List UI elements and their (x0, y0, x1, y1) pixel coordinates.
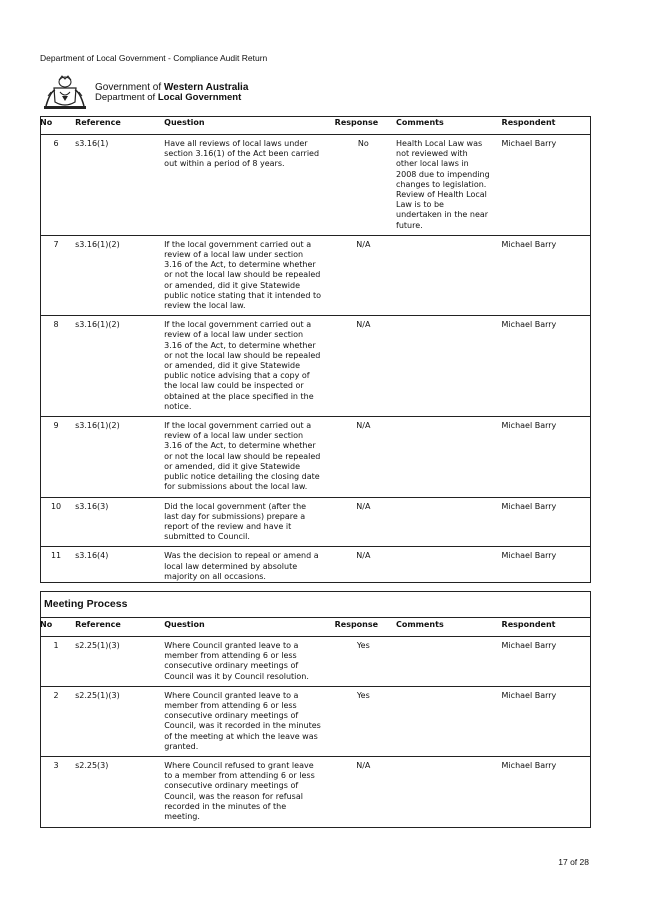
row-reference: s3.16(3) (72, 497, 161, 547)
col-reference-header: Reference (72, 618, 161, 637)
row-no: 1 (40, 637, 72, 687)
row-no: 2 (40, 686, 72, 756)
row-no: 11 (40, 547, 72, 586)
table-row (40, 637, 590, 687)
row-reference: s3.16(1)(2) (72, 316, 161, 417)
row-response: Yes (335, 686, 392, 756)
row-respondent: Michael Barry (497, 497, 590, 547)
row-response: N/A (335, 316, 392, 417)
row-question: Was the decision to repeal or amend a local law determined by absolute majority on all occasions. (161, 547, 335, 586)
row-respondent: Michael Barry (497, 757, 590, 827)
col-response-header: Response (335, 618, 392, 637)
table-row (40, 686, 590, 756)
col-comments-header: Comments (392, 116, 497, 135)
row-comments (392, 497, 497, 547)
table-row (40, 417, 590, 497)
row-no: 9 (40, 417, 72, 497)
row-respondent: Michael Barry (497, 686, 590, 756)
row-response: N/A (335, 417, 392, 497)
row-question: Where Council refused to grant leave to a member from attending 6 or less consecutive ordinary meetings of Council, was the reason for refusal recorded in the minutes of the meeting. (161, 757, 334, 827)
row-no: 6 (40, 135, 72, 236)
col-no-header: No (40, 116, 72, 135)
col-respondent-header: Respondent (497, 116, 590, 135)
col-question-header: Question (161, 618, 334, 637)
gov-line1: Government of Western Australia (95, 82, 249, 93)
row-comments (392, 757, 497, 827)
row-response: Yes (335, 637, 392, 687)
row-comments (392, 547, 497, 586)
row-question: Where Council granted leave to a member from attending 6 or less consecutive ordinary meetings of Council, was it recorded in the minutes of the meeting at which the leave was granted. (161, 686, 334, 756)
gov-line2: Department of Local Government (95, 92, 242, 103)
table-row (40, 135, 590, 236)
table-row (40, 757, 590, 827)
row-comments (392, 417, 497, 497)
table-header-row (40, 116, 590, 135)
row-response: N/A (335, 497, 392, 547)
row-comments: Health Local Law was not reviewed with other local laws in 2008 due to impending changes to legislation. Review of Health Local Law is to be undertaken in the near future. (392, 135, 497, 236)
row-reference: s2.25(3) (72, 757, 161, 827)
row-response: No (335, 135, 392, 236)
col-no-header: No (40, 618, 72, 637)
col-respondent-header: Respondent (497, 618, 590, 637)
row-question: If the local government carried out a review of a local law under section 3.16 of the Act, to determine whether or not the local law should be repealed or amended, did it give Statewide public notice advising that a copy of the local law could be inspected or obtained at the place specified in the notice. (161, 316, 335, 417)
wa-crest-icon (40, 72, 90, 112)
audit-table-2 (40, 618, 590, 826)
col-question-header: Question (161, 116, 335, 135)
row-reference: s3.16(1)(2) (72, 235, 161, 315)
row-reference: s3.16(4) (72, 547, 161, 586)
row-question: Did the local government (after the last day for submissions) prepare a report of the review and have it submitted to Council. (161, 497, 335, 547)
row-respondent: Michael Barry (497, 417, 590, 497)
row-question: If the local government carried out a review of a local law under section 3.16 of the Act, to determine whether or not the local law should be repealed or amended, did it give Statewide public notice stating that it intended to review the local law. (161, 235, 335, 315)
col-response-header: Response (335, 116, 392, 135)
page-header: Department of Local Government - Compliance Audit Return (40, 53, 268, 63)
row-comments (392, 316, 497, 417)
row-response: N/A (335, 547, 392, 586)
page-number: 17 of 28 (558, 857, 589, 867)
row-respondent: Michael Barry (497, 637, 590, 687)
table-row (40, 235, 590, 315)
row-question: Where Council granted leave to a member from attending 6 or less consecutive ordinary meetings of Council was it by Council resolution. (161, 637, 334, 687)
row-reference: s3.16(1)(2) (72, 417, 161, 497)
row-reference: s3.16(1) (72, 135, 161, 236)
section-title-meeting-process: Meeting Process (44, 598, 128, 610)
table-row (40, 547, 590, 586)
row-no: 7 (40, 235, 72, 315)
row-no: 10 (40, 497, 72, 547)
row-reference: s2.25(1)(3) (72, 637, 161, 687)
row-comments (392, 235, 497, 315)
row-response: N/A (335, 757, 392, 827)
government-logo (40, 72, 340, 112)
row-question: If the local government carried out a review of a local law under section 3.16 of the Act, to determine whether or not the local law should be repealed or amended, did it give Statewide public notice detailing the closing date for submissions about the local law. (161, 417, 335, 497)
row-no: 3 (40, 757, 72, 827)
row-comments (392, 637, 497, 687)
audit-table-1 (40, 116, 590, 586)
row-question: Have all reviews of local laws under section 3.16(1) of the Act been carried out within a period of 8 years. (161, 135, 335, 236)
row-respondent: Michael Barry (497, 316, 590, 417)
row-comments (392, 686, 497, 756)
table-row (40, 316, 590, 417)
table-header-row (40, 618, 590, 637)
row-response: N/A (335, 235, 392, 315)
row-reference: s2.25(1)(3) (72, 686, 161, 756)
row-respondent: Michael Barry (497, 235, 590, 315)
col-comments-header: Comments (392, 618, 497, 637)
col-reference-header: Reference (72, 116, 161, 135)
row-respondent: Michael Barry (497, 547, 590, 586)
row-respondent: Michael Barry (497, 135, 590, 236)
row-no: 8 (40, 316, 72, 417)
table-row (40, 497, 590, 547)
